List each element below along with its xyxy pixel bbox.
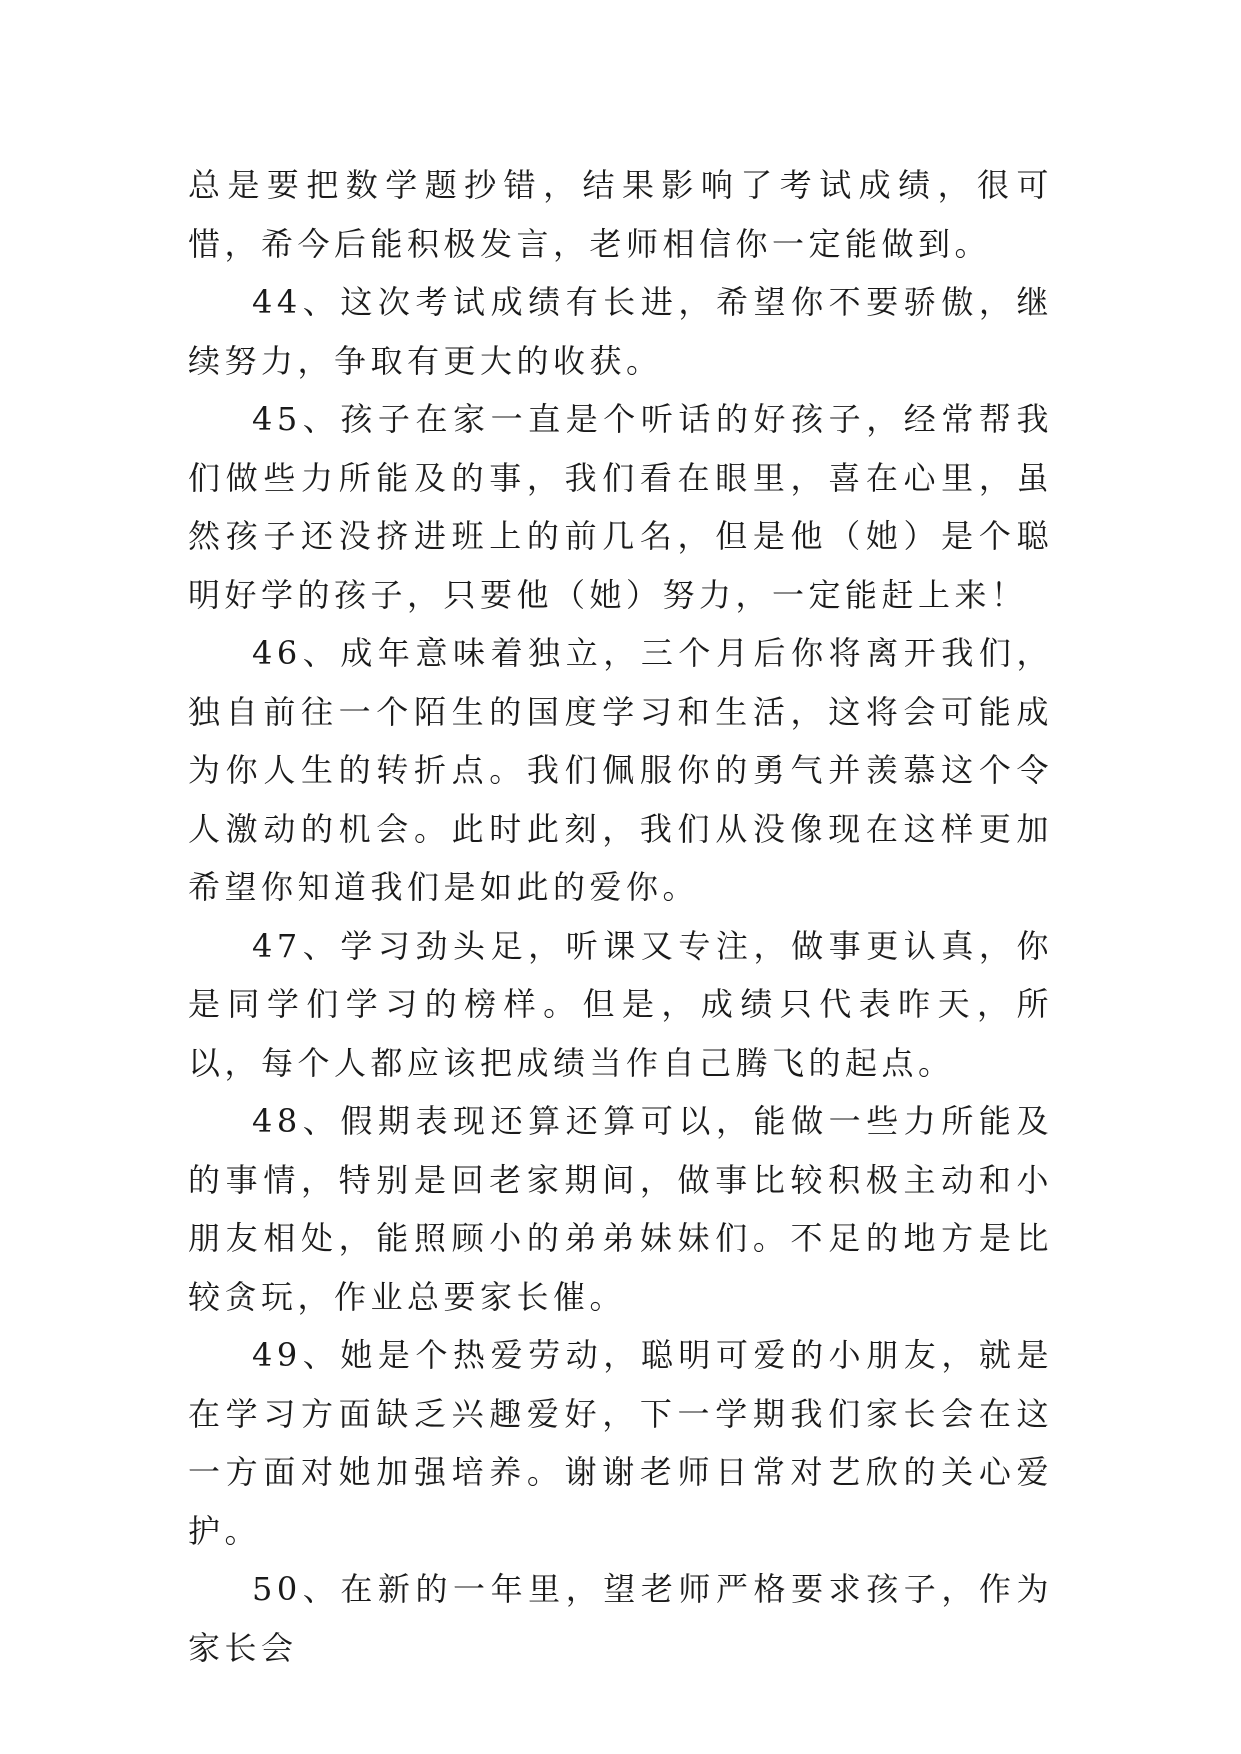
paragraph-44: 44、这次考试成绩有长进，希望你不要骄傲，继续努力，争取有更大的收获。 [188,283,1053,380]
paragraph-48: 48、假期表现还算还算可以，能做一些力所能及的事情，特别是回老家期间，做事比较积极主动和小朋友相处，能照顾小的弟弟妹妹们。不足的地方是比较贪玩，作业总要家长催。 [188,1102,1053,1316]
paragraph-continuation: 总是要把数学题抄错，结果影响了考试成绩，很可惜，希今后能积极发言，老师相信你一定能做到。 [188,166,1053,263]
paragraph-49: 49、她是个热爱劳动，聪明可爱的小朋友，就是在学习方面缺乏兴趣爱好，下一学期我们家长会在这一方面对她加强培养。谢谢老师日常对艺欣的关心爱护。 [188,1336,1053,1550]
paragraph-50: 50、在新的一年里，望老师严格要求孩子，作为家长会 [188,1570,1053,1667]
paragraph-47: 47、学习劲头足，听课又专注，做事更认真，你是同学们学习的榜样。但是，成绩只代表昨天，所以，每个人都应该把成绩当作自己腾飞的起点。 [188,926,1053,1082]
paragraph-45: 45、孩子在家一直是个听话的好孩子，经常帮我们做些力所能及的事，我们看在眼里，喜在心里，虽然孩子还没挤进班上的前几名，但是他（她）是个聪明好学的孩子，只要他（她）努力，一定能赶上来！ [188,400,1053,614]
document-body [188,156,1053,1677]
paragraph-46: 46、成年意味着独立，三个月后你将离开我们，独自前往一个陌生的国度学习和生活，这将会可能成为你人生的转折点。我们佩服你的勇气并羡慕这个令人激动的机会。此时此刻，我们从没像现在这样更加希望你知道我们是如此的爱你。 [188,634,1053,906]
